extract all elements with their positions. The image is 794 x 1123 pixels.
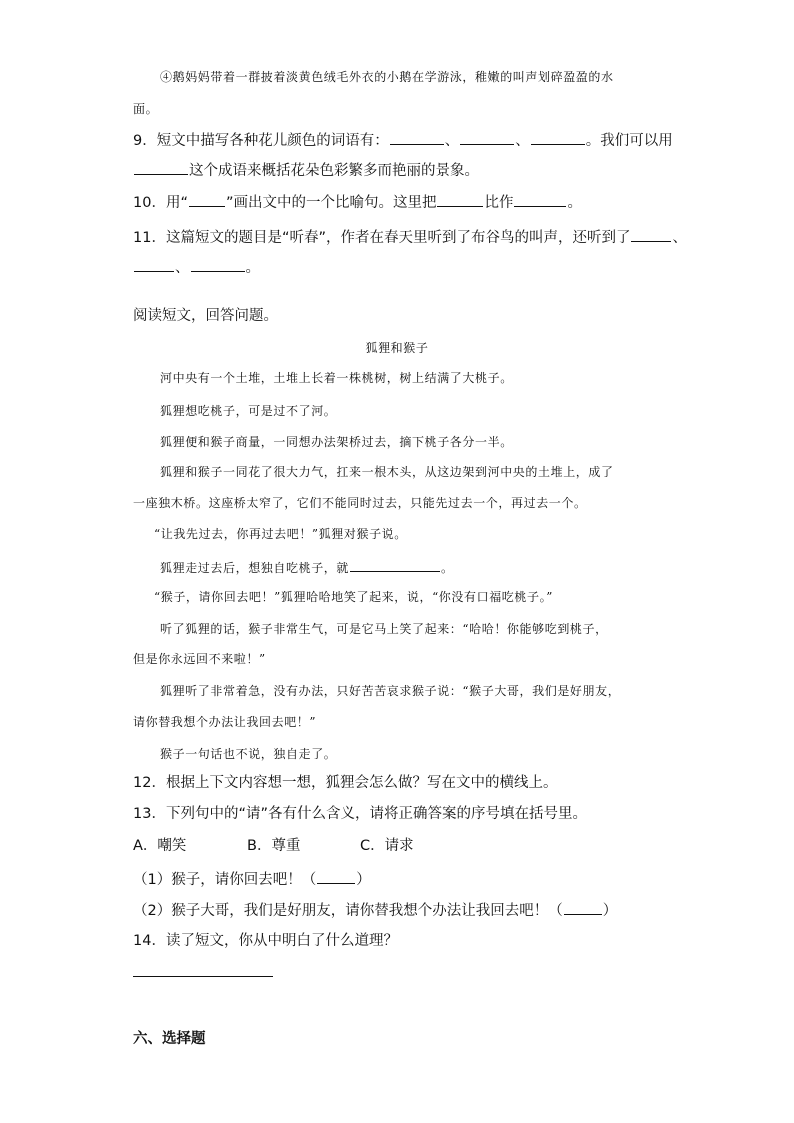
question-9-continued — [133, 159, 479, 181]
poem-item-4-continued: 面。 — [133, 102, 159, 116]
answer-blank[interactable] — [134, 256, 174, 272]
question-14-answer-line[interactable] — [133, 976, 273, 977]
answer-blank[interactable] — [564, 899, 602, 915]
question-10-text-2: ”画出文中的一个比喻句。这里把 — [225, 195, 437, 211]
passage-paragraph-6 — [160, 556, 454, 578]
passage-paragraph-10: 猴子一句话也不说，独自走了。 — [160, 747, 337, 761]
section-heading: 六、选择题 — [133, 1031, 206, 1047]
question-9-text-2: 这个成语来概括花朵色彩繁多而艳丽的景象。 — [189, 163, 479, 179]
separator: 、 — [175, 260, 190, 276]
passage-answer-blank[interactable] — [350, 556, 440, 572]
question-11-continued — [133, 256, 260, 278]
question-11-text: 11．这篇短文的题目是“听春”，作者在春天里听到了布谷鸟的叫声，还听到了 — [133, 230, 631, 246]
option-a: A．嘲笑 — [133, 838, 187, 854]
answer-blank[interactable] — [390, 129, 444, 145]
question-13-sentence-2 — [133, 899, 617, 921]
question-9 — [133, 129, 673, 151]
sentence-1-close: ） — [356, 872, 371, 888]
sentence-2-close: ） — [602, 903, 618, 919]
sentence-1-text: （1）猴子，请你回去吧！（ — [133, 872, 317, 888]
question-11 — [133, 226, 687, 248]
separator: 、 — [444, 133, 460, 149]
answer-blank[interactable] — [514, 191, 566, 207]
question-10-text-4: 。 — [567, 195, 582, 211]
passage-paragraph-2: 狐狸想吃桃子，可是过不了河。 — [160, 404, 337, 418]
question-10-text-3: 比作 — [484, 195, 514, 211]
passage-paragraph-5: “让我先过去，你再过去吧！”狐狸对猴子说。 — [154, 527, 407, 541]
answer-blank[interactable] — [134, 159, 188, 175]
passage-paragraph-7: “猴子，请你回去吧！”狐狸哈哈地笑了起来，说，“你没有口福吃桃子。” — [154, 590, 553, 604]
sentence-2-text: （2）猴子大哥，我们是好朋友，请你替我想个办法让我回去吧！（ — [133, 903, 563, 919]
passage-paragraph-9-continued: 请你替我想个办法让我回去吧！” — [133, 715, 317, 729]
question-12: 12．根据上下文内容想一想，狐狸会怎么做？写在文中的横线上。 — [133, 775, 558, 791]
question-14: 14．读了短文，你从中明白了什么道理？ — [133, 933, 398, 949]
question-9-text: 9．短文中描写各种花儿颜色的词语有： — [133, 133, 389, 149]
passage-title: 狐狸和猴子 — [365, 341, 429, 355]
passage-paragraph-8: 听了狐狸的话，猴子非常生气，可是它马上笑了起来：“哈哈！你能够吃到桃子， — [160, 622, 608, 636]
poem-item-4: ④鹅妈妈带着一群披着淡黄色绒毛外衣的小鹅在学游泳，稚嫩的叫声划碎盈盈的水 — [160, 70, 614, 84]
question-13-options — [133, 836, 414, 856]
question-13-sentence-1 — [133, 868, 371, 890]
passage-paragraph-6-text: 狐狸走过去后，想独自吃桃子，就 — [160, 561, 350, 575]
passage-paragraph-4: 狐狸和猴子一同花了很大力气，扛来一根木头，从这边架到河中央的土堆上，成了 — [160, 465, 614, 479]
answer-blank[interactable] — [189, 191, 225, 207]
answer-blank[interactable] — [317, 868, 355, 884]
answer-blank[interactable] — [631, 226, 671, 242]
answer-blank[interactable] — [531, 129, 585, 145]
option-b: B．尊重 — [247, 838, 301, 854]
passage-paragraph-6-end: 。 — [441, 561, 454, 575]
passage-paragraph-8-continued: 但是你永远回不来啦！” — [133, 652, 266, 666]
separator: 、 — [515, 133, 530, 149]
separator: 、 — [672, 230, 687, 246]
question-11-text-end: 。 — [245, 260, 260, 276]
answer-blank[interactable] — [437, 191, 483, 207]
passage-paragraph-9: 狐狸听了非常着急，没有办法，只好苦苦哀求猴子说：“猴子大哥，我们是好朋友， — [160, 684, 621, 698]
question-10-text: 10．用“ — [133, 195, 188, 211]
passage-paragraph-3: 狐狸便和猴子商量，一同想办法架桥过去，摘下桃子各分一半。 — [160, 435, 513, 449]
option-c: C．请求 — [360, 838, 414, 854]
question-9-text-tail: 。我们可以用 — [585, 133, 673, 149]
passage-paragraph-1: 河中央有一个土堆，土堆上长着一株桃树，树上结满了大桃子。 — [160, 371, 513, 385]
question-13: 13．下列句中的“请”各有什么含义，请将正确答案的序号填在括号里。 — [133, 806, 587, 822]
question-10 — [133, 191, 582, 213]
passage-paragraph-4-continued: 一座独木桥。这座桥太窄了，它们不能同时过去，只能先过去一个，再过去一个。 — [133, 496, 587, 510]
reading-instruction: 阅读短文，回答问题。 — [133, 308, 278, 324]
answer-blank[interactable] — [191, 256, 245, 272]
answer-blank[interactable] — [460, 129, 514, 145]
